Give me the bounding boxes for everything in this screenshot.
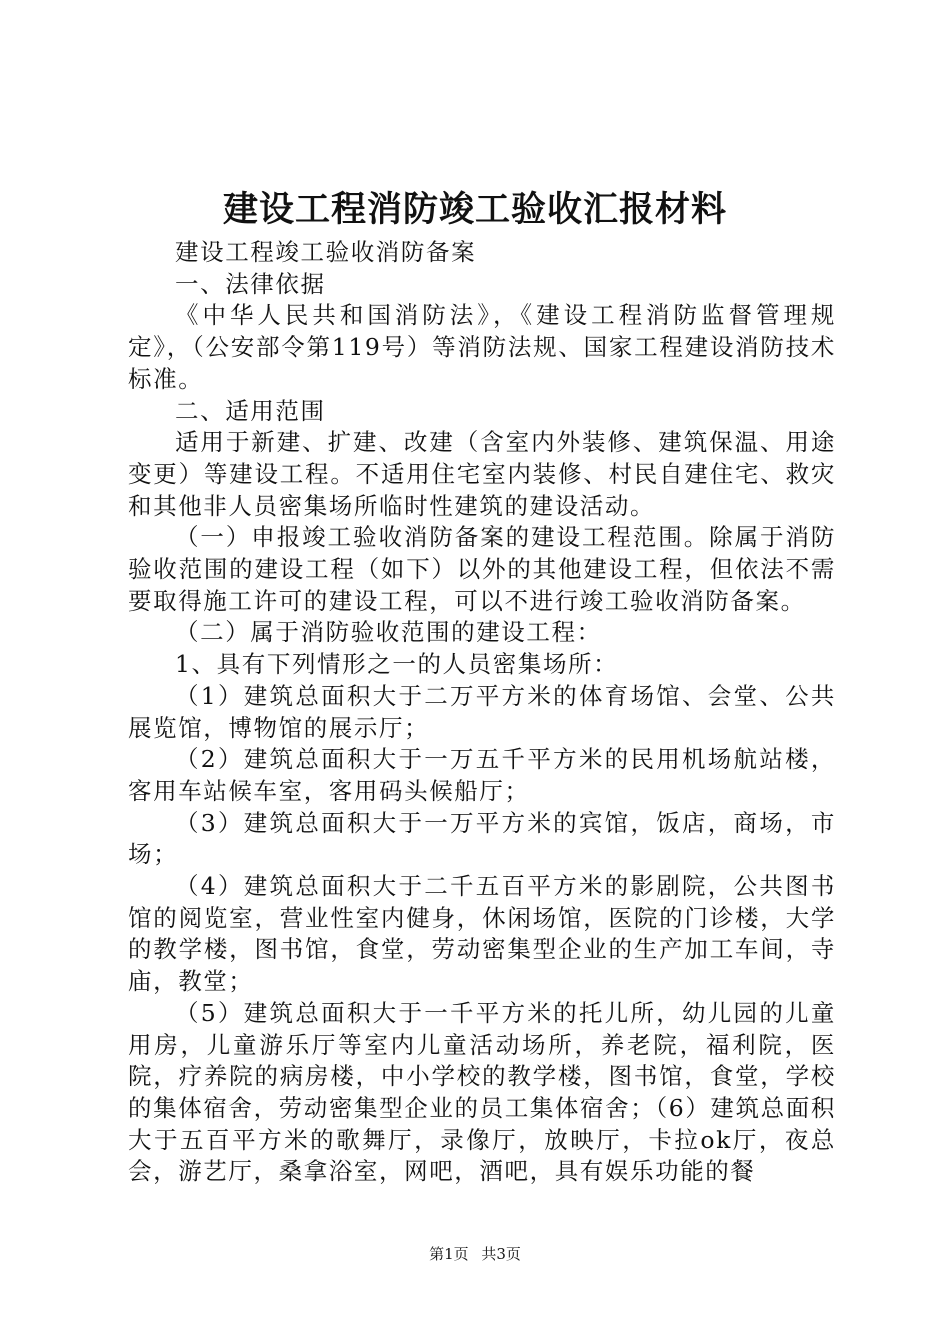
paragraph-crowded-places: 1、具有下列情形之一的人员密集场所： xyxy=(175,650,619,679)
paragraph-legal-basis: 《中华人民共和国消防法》，《建设工程消防监督管理规定》，（公安部令第119号）等消防法规、国家工程建设消防技术标准。 xyxy=(128,301,836,393)
paragraph-item-3: （3）建筑总面积大于一万平方米的宾馆，饭店，商场，市场； xyxy=(128,808,836,869)
page-number: 第1页 xyxy=(429,1245,469,1263)
document-body xyxy=(128,237,836,1188)
paragraph-item-1: （1）建筑总面积大于二万平方米的体育场馆、会堂、公共展览馆，博物馆的展示厅； xyxy=(128,681,836,742)
paragraph-heading-scope: 二、适用范围 xyxy=(175,396,326,425)
paragraph-item-4: （4）建筑总面积大于二千五百平方米的影剧院，公共图书馆的阅览室，营业性室内健身，休闲场馆，医院的门诊楼，大学的教学楼，图书馆，食堂，劳动密集型企业的生产加工车间，寺庙，教堂； xyxy=(128,872,836,996)
paragraph-scope: 适用于新建、扩建、改建（含室内外装修、建筑保温、用途变更）等建设工程。不适用住宅室内装修、村民自建住宅、救灾和其他非人员密集场所临时性建筑的建设活动。 xyxy=(128,428,836,520)
paragraph-item-2: （2）建筑总面积大于一万五千平方米的民用机场航站楼，客用车站候车室，客用码头候船厅； xyxy=(128,745,836,805)
paragraph-filing-scope: （一）申报竣工验收消防备案的建设工程范围。除属于消防验收范围的建设工程（如下）以外的其他建设工程，但依法不需要取得施工许可的建设工程，可以不进行竣工验收消防备案。 xyxy=(128,523,836,615)
page-total: 共3页 xyxy=(481,1245,521,1263)
paragraph-subtitle: 建设工程竣工验收消防备案 xyxy=(175,238,477,266)
paragraph-acceptance-scope: （二）属于消防验收范围的建设工程： xyxy=(175,618,602,647)
paragraph-item-5-6: （5）建筑总面积大于一千平方米的托儿所，幼儿园的儿童用房，儿童游乐厅等室内儿童活动场所，养老院，福利院，医院，疗养院的病房楼，中小学校的教学楼，图书馆，食堂，学校的集体宿舍，劳动密集型企业的员工集体宿舍；（6）建筑总面积大于五百平方米的歌舞厅，录像厅，放映厅，卡拉ok厅，夜总会，游艺厅，桑拿浴室，网吧，酒吧，具有娱乐功能的餐 xyxy=(128,998,836,1186)
page-footer xyxy=(0,1244,950,1264)
document-title: 建设工程消防竣工验收汇报材料 xyxy=(222,189,727,230)
paragraph-heading-legal-basis: 一、法律依据 xyxy=(175,269,326,298)
